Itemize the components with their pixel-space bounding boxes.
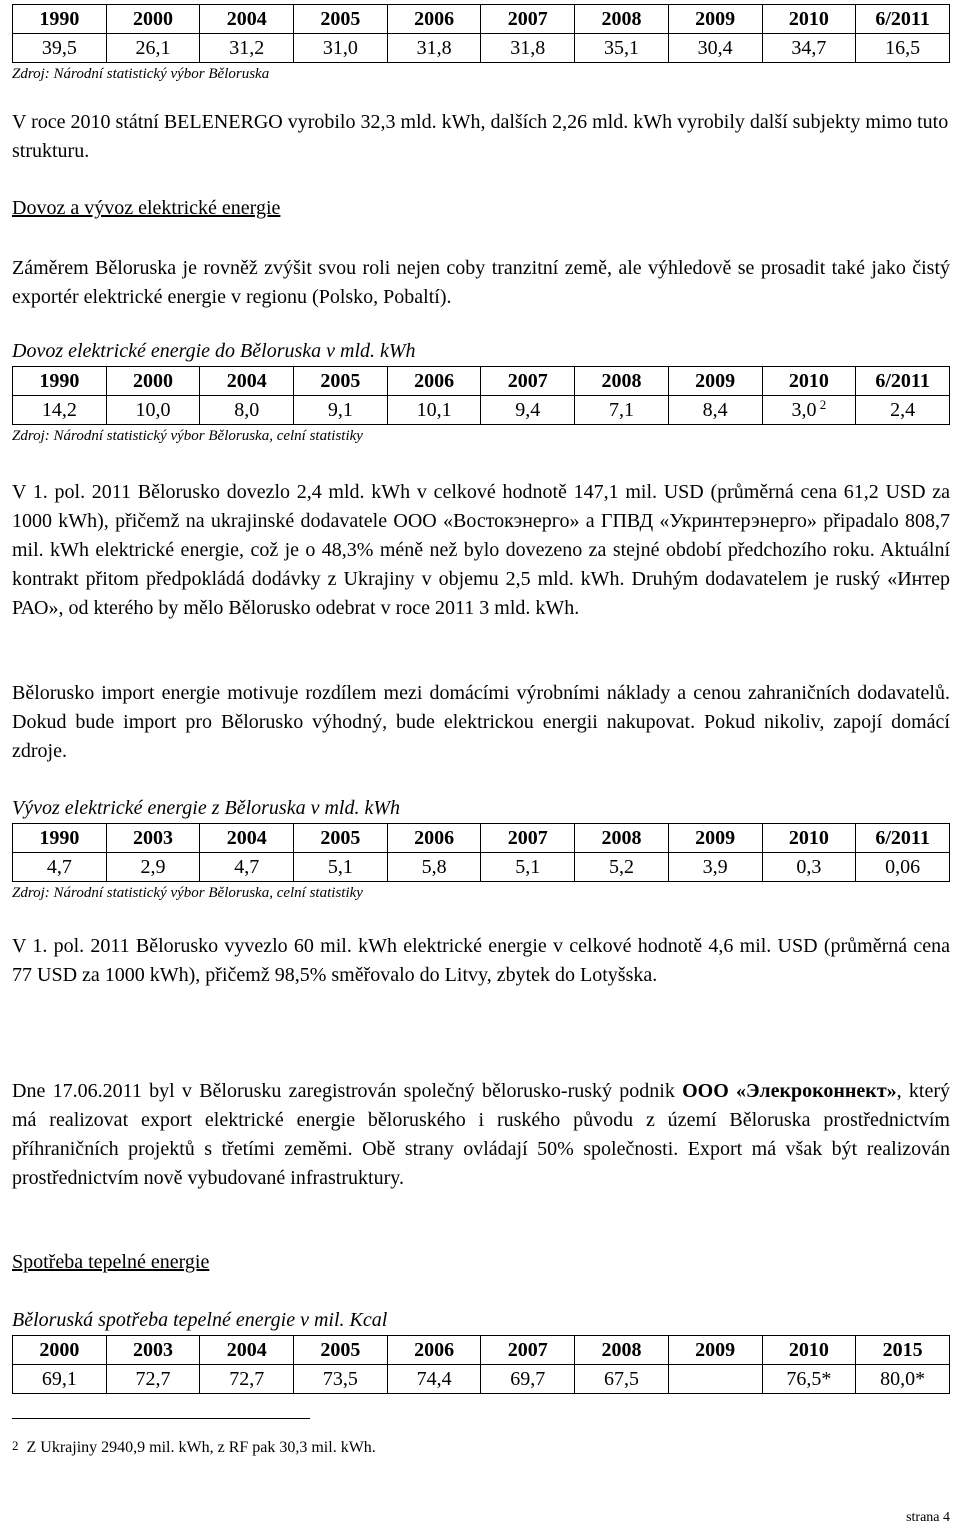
table-cell: 74,4	[387, 1365, 481, 1394]
table-cell: 73,5	[294, 1365, 388, 1394]
footnote: $^2$ Z Ukrajiny 2940,9 mil. kWh, z RF pak 30,3 mil. kWh.	[12, 1438, 376, 1456]
table-row	[13, 1365, 950, 1394]
table-cell: 14,2	[13, 396, 107, 425]
table-header-cell: 1990	[13, 5, 107, 34]
table-cell: 9,4	[481, 396, 575, 425]
import-table-block	[12, 337, 950, 447]
table-cell: 5,1	[294, 853, 388, 882]
export-table-block	[12, 794, 950, 904]
footnote-divider	[12, 1418, 310, 1419]
production-table-block	[12, 4, 950, 85]
table-header-cell: 2005	[294, 824, 388, 853]
table-header-cell: 2006	[387, 5, 481, 34]
table-header-cell: 2015	[856, 1336, 950, 1365]
table-header-row	[13, 367, 950, 396]
table-header-cell: 2003	[106, 1336, 200, 1365]
table-cell: 26,1	[106, 34, 200, 63]
table-cell: 72,7	[106, 1365, 200, 1394]
paragraph: Bělorusko import energie motivuje rozdílem mezi domácími výrobními náklady a cenou zahraničních dodavatelů. Dokud bude import pro Bělorusko výhodný, bude elektrickou energii nakupovat. Pokud nikoliv, zapojí domácí zdroje.	[12, 682, 950, 762]
table-header-cell: 6/2011	[856, 5, 950, 34]
table-header-cell: 2009	[668, 1336, 762, 1365]
table-cell: 4,7	[13, 853, 107, 882]
production-table	[12, 4, 950, 63]
table-header-cell: 2010	[762, 5, 856, 34]
table-cell: 31,8	[387, 34, 481, 63]
table-header-cell: 2007	[481, 367, 575, 396]
table-cell: 8,4	[668, 396, 762, 425]
table-cell: 3,0 $^2$	[762, 396, 856, 425]
table-header-row	[13, 1336, 950, 1365]
table-cell: 3,9	[668, 853, 762, 882]
table-cell: 80,0*	[856, 1365, 950, 1394]
table-caption: Vývoz elektrické energie z Běloruska v mld. kWh	[12, 797, 400, 819]
table-cell: 8,0	[200, 396, 294, 425]
table-header-cell: 2007	[481, 824, 575, 853]
table-header-cell: 1990	[13, 367, 107, 396]
paragraph: V 1. pol. 2011 Bělorusko vyvezlo 60 mil. kWh elektrické energie v celkové hodnotě 4,6 mil. USD (průměrná cena 77 USD za 1000 kWh), přičemž 98,5% směřovalo do Litvy, zbytek do Lotyšska.	[12, 935, 950, 986]
heat-table-block	[12, 1306, 950, 1394]
paragraph: V roce 2010 státní BELENERGO vyrobilo 32,3 mld. kWh, dalších 2,26 mld. kWh vyrobily další subjekty mimo tuto strukturu.	[12, 111, 949, 162]
table-cell: 5,1	[481, 853, 575, 882]
source-note: Zdroj: Národní statistický výbor Běloruska, celní statistiky	[12, 885, 363, 901]
table-row	[13, 853, 950, 882]
table-header-cell: 2006	[387, 367, 481, 396]
table-cell: 0,3	[762, 853, 856, 882]
table-header-cell: 2010	[762, 367, 856, 396]
paragraph: Dne 17.06.2011 byl v Bělorusku zaregistrován společný bělorusko-ruský podnik ООО «Элекроконнект», který má realizovat export elektrické energie běloruského i ruského původu z území Běloruska prostřednictvím příhraničních projektů s třetími zeměmi. Obě strany ovládají 50% společnosti. Export má však být realizován prostřednictvím nově vybudované infrastruktury.	[12, 1080, 951, 1189]
table-cell: 0,06	[856, 853, 950, 882]
table-header-row	[13, 5, 950, 34]
table-header-cell: 2007	[481, 1336, 575, 1365]
company-name: ООО «Элекроконнект»	[682, 1080, 897, 1102]
table-header-cell: 2007	[481, 5, 575, 34]
table-header-cell: 2004	[200, 367, 294, 396]
table-header-cell: 2005	[294, 1336, 388, 1365]
table-header-cell: 2003	[106, 824, 200, 853]
table-header-row	[13, 824, 950, 853]
table-cell: 10,0	[106, 396, 200, 425]
table-cell: 34,7	[762, 34, 856, 63]
table-header-cell: 2010	[762, 1336, 856, 1365]
table-header-cell: 2004	[200, 824, 294, 853]
table-cell: 35,1	[575, 34, 669, 63]
table-header-cell: 2000	[106, 5, 200, 34]
table-cell: 10,1	[387, 396, 481, 425]
table-row	[13, 396, 950, 425]
table-cell: 69,1	[13, 1365, 107, 1394]
table-header-cell: 2006	[387, 824, 481, 853]
table-header-cell: 2010	[762, 824, 856, 853]
table-header-cell: 2004	[200, 5, 294, 34]
table-header-cell: 1990	[13, 824, 107, 853]
heat-consumption-table	[12, 1335, 950, 1394]
table-cell: 31,8	[481, 34, 575, 63]
table-header-cell: 6/2011	[856, 824, 950, 853]
table-caption: Dovoz elektrické energie do Běloruska v mld. kWh	[12, 340, 416, 362]
table-header-cell: 2009	[668, 5, 762, 34]
page-number: strana 4	[906, 1510, 950, 1525]
table-header-cell: 2000	[13, 1336, 107, 1365]
table-cell: 76,5*	[762, 1365, 856, 1394]
table-cell: 31,2	[200, 34, 294, 63]
table-cell: 2,9	[106, 853, 200, 882]
table-cell: 39,5	[13, 34, 107, 63]
table-header-cell: 2005	[294, 5, 388, 34]
paragraph: Záměrem Běloruska je rovněž zvýšit svou roli nejen coby tranzitní země, ale výhledově se prosadit také jako čistý exportér elektrické energie v regionu (Polsko, Pobaltí).	[12, 257, 950, 308]
table-header-cell: 2009	[668, 367, 762, 396]
import-table	[12, 366, 950, 425]
table-cell: 9,1	[294, 396, 388, 425]
table-cell: 30,4	[668, 34, 762, 63]
table-cell: 7,1	[575, 396, 669, 425]
table-cell: 5,8	[387, 853, 481, 882]
paragraph: V 1. pol. 2011 Bělorusko dovezlo 2,4 mld. kWh v celkové hodnotě 147,1 mil. USD (průměrná cena 61,2 USD za 1000 kWh), přičemž na ukrajinské dodavatele ООО «Востокэнерго» a ГПВД «Укринтерэнерго» připadalo 808,7 mil. kWh elektrické energie, což je o 48,3% méně než bylo dovezeno za stejné období předchozího roku. Aktuální kontrakt přitom předpokládá dodávky z Ukrajiny v objemu 2,5 mld. kWh. Druhým dodavatelem je ruský «Интер РАО», od kterého by mělo Bělorusko odebrat v roce 2011 3 mld. kWh.	[12, 481, 950, 619]
table-header-cell: 2008	[575, 5, 669, 34]
table-header-cell: 2008	[575, 367, 669, 396]
table-cell: 69,7	[481, 1365, 575, 1394]
table-cell: 67,5	[575, 1365, 669, 1394]
table-cell: 16,5	[856, 34, 950, 63]
table-cell: 2,4	[856, 396, 950, 425]
table-cell: 4,7	[200, 853, 294, 882]
table-header-cell: 2006	[387, 1336, 481, 1365]
export-table	[12, 823, 950, 882]
source-note: Zdroj: Národní statistický výbor Běloruska, celní statistiky	[12, 428, 363, 444]
table-row	[13, 34, 950, 63]
table-cell: 5,2	[575, 853, 669, 882]
table-header-cell: 2004	[200, 1336, 294, 1365]
table-header-cell: 2000	[106, 367, 200, 396]
table-cell: 31,0	[294, 34, 388, 63]
table-header-cell: 6/2011	[856, 367, 950, 396]
table-header-cell: 2005	[294, 367, 388, 396]
table-header-cell: 2009	[668, 824, 762, 853]
source-note: Zdroj: Národní statistický výbor Běloruska	[12, 66, 270, 82]
section-heading: Spotřeba tepelné energie	[12, 1251, 210, 1273]
table-caption: Běloruská spotřeba tepelné energie v mil. Kcal	[12, 1309, 388, 1331]
table-header-cell: 2008	[575, 1336, 669, 1365]
footnote-ref: 2	[816, 396, 827, 412]
table-cell	[668, 1365, 762, 1394]
section-heading: Dovoz a vývoz elektrické energie	[12, 197, 281, 219]
table-cell: 72,7	[200, 1365, 294, 1394]
table-header-cell: 2008	[575, 824, 669, 853]
